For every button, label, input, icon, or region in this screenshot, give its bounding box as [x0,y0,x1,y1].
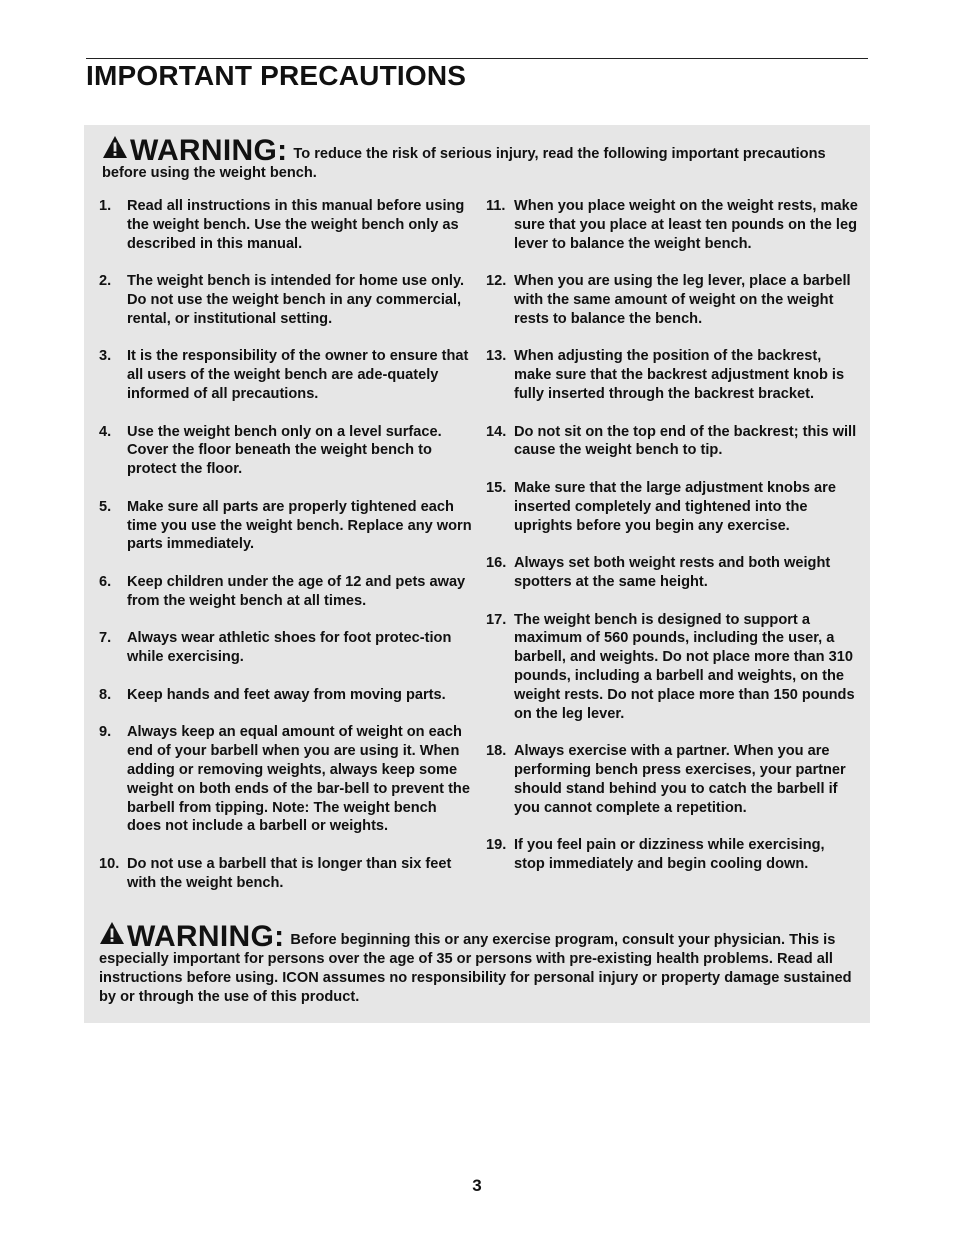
item-text: Do not use a barbell that is longer than six feet with the weight bench. [127,855,452,891]
list-item [99,423,474,479]
item-text: It is the responsibility of the owner to ensure that all users of the weight bench are ade-quately informed of all precautions. [127,348,469,402]
page-number: 3 [472,1176,482,1195]
item-number: 7. [99,630,112,647]
item-text: When you are using the leg lever, place a barbell with the same amount of weight on the weight rests to balance the bench. [514,273,851,327]
warning-label: WARNING: [127,920,285,953]
item-number: 2. [99,273,112,290]
item-number: 1. [99,198,112,214]
list-item [486,272,858,328]
item-number: 16. [486,555,507,572]
item-number: 13. [486,348,507,365]
warning-triangle-icon [102,135,128,159]
item-number: 8. [99,686,112,703]
left-column [99,197,474,911]
item-number: 17. [486,611,507,628]
precautions-panel [84,125,870,1023]
page-title: IMPORTANT PRECAUTIONS [86,60,467,91]
item-text: When adjusting the position of the backrest, make sure that the backrest adjustment knob is fully inserted through the backrest bracket. [514,348,845,402]
list-item [99,347,474,403]
item-text: Keep children under the age of 12 and pets away from the weight bench at all times. [127,573,466,609]
list-item [486,197,858,253]
item-number: 10. [99,855,120,872]
warning-bottom [99,921,861,1007]
item-number: 3. [99,348,112,365]
list-item [486,479,858,535]
item-number: 15. [486,479,507,496]
item-text: When you place weight on the weight rests, make sure that you place at least ten pounds on the leg lever to balance the weight bench. [514,198,858,252]
list-item [486,554,858,592]
item-text: Always keep an equal amount of weight on each end of your barbell when you are using it. When adding or removing weights, always keep some weight on both ends of the bar-bell to prevent the barbell from tipping. Note: The weight bench does not include a barbell or weights. [127,724,470,835]
item-text: The weight bench is intended for home use only. Do not use the weight bench in any commercial, rental, or institutional setting. [127,273,465,327]
warning-triangle-icon [99,921,125,945]
item-text: Always set both weight rests and both weight spotters at the same height. [514,555,831,590]
list-item [486,423,858,461]
warning-top [102,135,862,183]
item-text: Use the weight bench only on a level surface. Cover the floor beneath the weight bench to protect the floor. [127,423,442,478]
list-item [99,573,474,611]
item-text: Read all instructions in this manual before using the weight bench. Use the weight bench only as described in this manual. [127,198,465,252]
item-number: 14. [486,423,507,440]
list-item [99,272,474,328]
item-text: The weight bench is designed to support a maximum of 560 pounds, including the user, a barbell, and weights. Do not place more than 310 pounds, including a barbell and weights, on the weight rests. Do not place more than 150 pounds on the leg lever. [514,611,855,722]
list-item [99,855,474,893]
item-text: Make sure that the large adjustment knobs are inserted completely and tightened into the uprights before you begin any exercise. [514,479,836,534]
list-item [99,197,474,253]
item-number: 4. [99,423,112,440]
list-item [486,836,858,874]
item-text: Always exercise with a partner. When you are performing bench press exercises, your partner should stand behind you to catch the barbell if you cannot complete a repetition. [514,743,846,816]
right-column [486,197,858,892]
item-text: Make sure all parts are properly tightened each time you use the weight bench. Replace any worn parts immediately. [127,498,472,553]
list-item [486,742,858,817]
item-text: If you feel pain or dizziness while exercising, stop immediately and begin cooling down. [514,837,825,872]
item-number: 12. [486,273,507,290]
item-text: Do not sit on the top end of the backrest; this will cause the weight bench to tip. [514,423,857,459]
item-number: 19. [486,837,507,854]
item-text: Keep hands and feet away from moving parts. [127,686,446,703]
list-item [99,723,474,836]
warning-label: WARNING: [130,134,288,167]
list-item [99,686,474,705]
list-item [99,498,474,554]
item-number: 6. [99,573,112,590]
list-item [486,347,858,403]
item-number: 18. [486,743,507,760]
list-item [486,611,858,724]
item-number: 11. [486,198,506,214]
item-number: 9. [99,724,112,741]
item-number: 5. [99,498,112,515]
top-divider [86,58,868,59]
list-item [99,629,474,667]
item-text: Always wear athletic shoes for foot protec-tion while exercising. [127,630,452,666]
warning-text: To reduce the risk of serious injury, read the following important precautions before using the weight bench. [102,146,826,181]
warning-text: Before beginning this or any exercise program, consult your physician. This is especially important for persons over the age of 35 or persons with pre-existing health problems. Read all instructions before using. ICON assumes no responsibility for personal injury or property damage sustained by or through the use of this product. [99,932,852,1005]
